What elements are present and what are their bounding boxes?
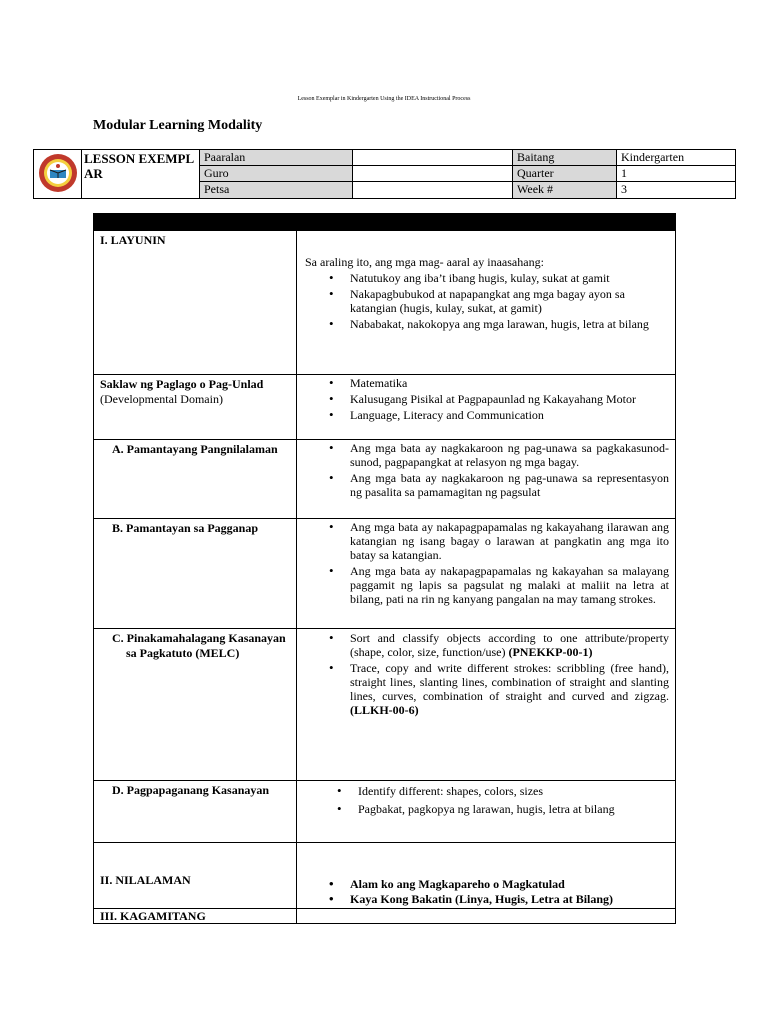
header-label-quarter: Quarter [513,166,617,182]
nilalaman-item: • Alam ko ang Magkapareho o Magkatulad [350,877,669,891]
header-label-week: Week # [513,182,617,198]
saklaw-item: • Language, Literacy and Communication [350,408,669,422]
header-value-petsa [353,182,513,198]
deped-seal-icon [38,153,78,193]
pamantayang-pangnilalaman-title [94,440,297,518]
pagpapaganang-title [94,781,297,842]
layunin-item: • Nakapagbubukod at napapangkat ang mga bagay ayon sa katangian (hugis, kulay, sukat, at gamit) [350,287,669,315]
pangnilalaman-item: • Ang mga bata ay nagkakaroon ng pag-unawa sa representasyon ng pasalita sa pamamagitan ng pagsulat [350,471,669,499]
saklaw-title-bold: Saklaw ng Paglago o Pag-Unlad [100,377,264,391]
page-header: Lesson Exemplar in Kindergarten Using the IDEA Instructional Process [297,96,471,102]
melc-content [297,629,675,780]
row-kagamitang [94,908,675,923]
kagamitang-title: III. KAGAMITANG [94,909,297,923]
saklaw-item: • Kalusugang Pisikal at Pagpapaunlad ng Kakayahang Motor [350,392,669,406]
row-melc [94,628,675,780]
header-value-guro [353,166,513,182]
row-saklaw [94,374,675,439]
header-label-paaralan: Paaralan [200,150,353,166]
pagganap-item: • Ang mga bata ay nakapagpapamalas ng kakayahan sa malayang paggamit ng lapis sa pagsulat ng malaki at maliit na letra at bilang, pati na rin ng kanyang pangalan na may tamang strokes. [350,564,669,606]
pamantayan-pagganap-content [297,519,675,628]
melc-item-code: (PNEKKP-00-1) [508,645,593,659]
saklaw-item: • Matematika [350,376,669,390]
lesson-exemplar-label: LESSON EXEMPL AR [81,150,200,198]
pamantayan-pagganap-title: B. Pamantayan sa Pagganap [94,519,297,628]
saklaw-title-normal: (Developmental Domain) [100,392,223,406]
row-pamantayang-pangnilalaman [94,439,675,518]
melc-title [94,629,297,780]
pagganap-item: • Ang mga bata ay nakapagpapamalas ng kakayahang ilarawan ang katangian ng isang bagay o larawan at pangkatin ang mga ito batay sa katangian. [350,520,669,562]
pangnilalaman-item: • Ang mga bata ay nagkakaroon ng pag-unawa sa pagkakasunod-sunod, pagpapangkat at relasyon ng mga bagay. [350,441,669,469]
seal-cell [34,150,82,198]
header-grid [200,150,735,198]
header-label-baitang: Baitang [513,150,617,166]
nilalaman-item: • Kaya Kong Bakatin (Linya, Hugis, Letra at Bilang) [350,892,669,906]
pagpapaganang-content [297,781,675,842]
header-value-quarter: 1 [617,166,735,182]
layunin-item: • Nababakat, nakokopya ang mga larawan, hugis, letra at bilang [350,317,669,331]
row-layunin [94,230,675,374]
melc-label: C. Pinakamahalagang Kasanayan sa Pagkatuto (MELC) [112,631,286,660]
melc-item-code: (LLKH-00-6) [350,703,419,717]
pamantayang-pangnilalaman-content [297,440,675,518]
kagamitang-content [297,909,675,923]
header-table [33,149,736,199]
nilalaman-content [297,843,675,908]
header-value-baitang: Kindergarten [617,150,735,166]
layunin-item: • Natutukoy ang iba’t ibang hugis, kulay, sukat at gamit [350,271,669,285]
layunin-content [297,231,675,374]
nilalaman-title: II. NILALAMAN [94,843,297,908]
layunin-intro: Sa araling ito, ang mga mag- aaral ay inaasahang: [305,255,544,269]
melc-item-text: Trace, copy and write different strokes: scribbling (free hand), straight lines, slanting lines, combination of straight and slanting lines, curves, combination of straight and curved and zigzag. [350,661,669,703]
table-header-bar [94,214,675,230]
melc-item [350,631,669,659]
header-label-guro: Guro [200,166,353,182]
melc-item-text: Sort and classify objects according to one attribute/property (shape, color, size, function/use) [350,631,669,659]
layunin-title: I. LAYUNIN [94,231,297,374]
row-nilalaman [94,842,675,908]
pagpapaganang-label: D. Pagpapaganang Kasanayan [112,783,270,797]
row-pamantayan-pagganap [94,518,675,628]
modality-title: Modular Learning Modality [93,118,263,133]
pagpapaganang-item: • Pagbakat, pagkopya ng larawan, hugis, letra at bilang [358,802,669,816]
pamantayang-pangnilalaman-label: A. Pamantayang Pangnilalaman [112,442,278,456]
lesson-table [93,213,676,924]
saklaw-content [297,375,675,439]
melc-item [350,661,669,717]
pagpapaganang-item: • Identify different: shapes, colors, sizes [358,784,669,798]
saklaw-title [94,375,297,439]
header-value-paaralan [353,150,513,166]
header-label-petsa: Petsa [200,182,353,198]
row-pagpapaganang [94,780,675,842]
header-value-week: 3 [621,182,627,196]
